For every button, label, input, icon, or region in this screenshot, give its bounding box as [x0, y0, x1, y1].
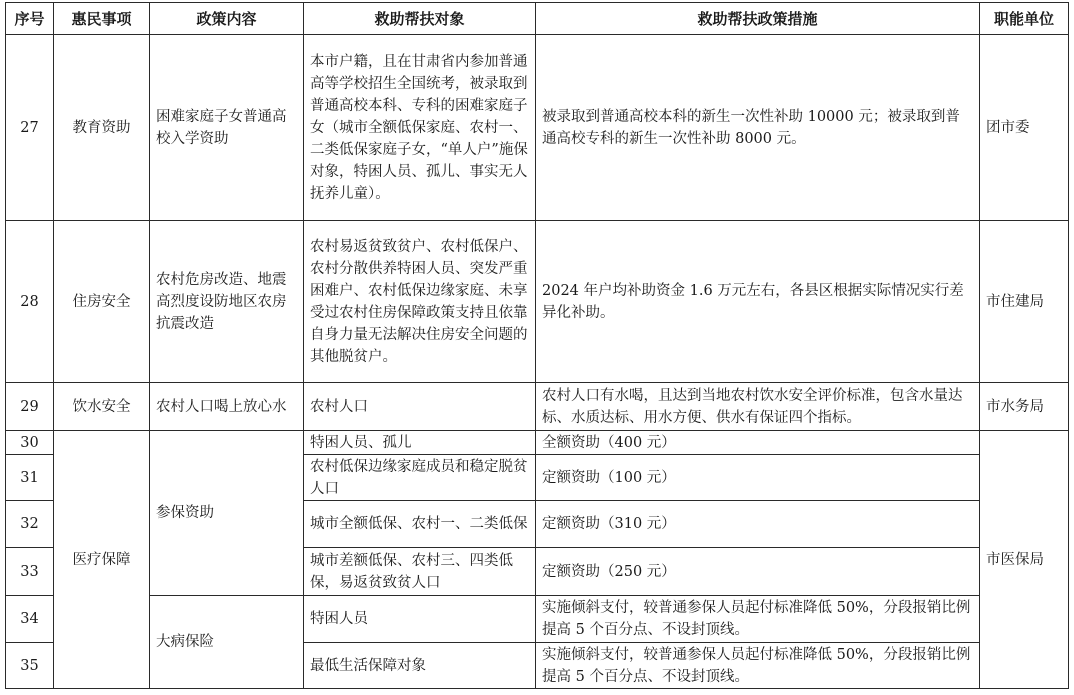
table-row — [6, 221, 1069, 383]
header-target: 救助帮扶对象 — [304, 3, 536, 35]
row-measure: 农村人口有水喝，且达到当地农村饮水安全评价标准，包含水量达标、水质达标、用水方便、供水有保证四个指标。 — [536, 383, 980, 431]
row-content: 农村危房改造、地震高烈度设防地区农房抗震改造 — [150, 221, 304, 383]
row-unit: 市医保局 — [980, 431, 1069, 689]
row-index: 28 — [6, 221, 54, 383]
row-target: 特困人员 — [304, 596, 536, 643]
table-row — [6, 596, 1069, 643]
header-matter: 惠民事项 — [54, 3, 150, 35]
header-content: 政策内容 — [150, 3, 304, 35]
row-target: 本市户籍，且在甘肃省内参加普通高等学校招生全国统考，被录取到普通高校本科、专科的困难家庭子女（城市全额低保家庭、农村一、二类低保家庭子女，“单人户”施保对象，特困人员、孤儿、事实无人抚养儿童）。 — [304, 35, 536, 221]
table-row — [6, 431, 1069, 455]
table-row — [6, 383, 1069, 431]
row-matter: 饮水安全 — [54, 383, 150, 431]
row-target: 最低生活保障对象 — [304, 643, 536, 689]
row-content: 大病保险 — [150, 596, 304, 689]
row-measure: 定额资助（250 元） — [536, 548, 980, 596]
row-unit: 团市委 — [980, 35, 1069, 221]
row-index: 29 — [6, 383, 54, 431]
header-row — [6, 3, 1069, 35]
row-target: 农村低保边缘家庭成员和稳定脱贫人口 — [304, 455, 536, 501]
row-unit: 市水务局 — [980, 383, 1069, 431]
row-content: 参保资助 — [150, 431, 304, 596]
row-measure: 被录取到普通高校本科的新生一次性补助 10000 元；被录取到普通高校专科的新生一次性补助 8000 元。 — [536, 35, 980, 221]
row-measure: 定额资助（310 元） — [536, 501, 980, 548]
row-target: 农村易返贫致贫户、农村低保户、农村分散供养特困人员、突发严重困难户、农村低保边缘家庭、未享受过农村住房保障政策支持且依靠自身力量无法解决住房安全问题的其他脱贫户。 — [304, 221, 536, 383]
row-measure: 定额资助（100 元） — [536, 455, 980, 501]
row-measure: 全额资助（400 元） — [536, 431, 980, 455]
row-target: 农村人口 — [304, 383, 536, 431]
row-index: 34 — [6, 596, 54, 643]
row-content: 农村人口喝上放心水 — [150, 383, 304, 431]
header-index: 序号 — [6, 3, 54, 35]
row-matter: 住房安全 — [54, 221, 150, 383]
row-index: 32 — [6, 501, 54, 548]
row-target: 特困人员、孤儿 — [304, 431, 536, 455]
row-measure: 实施倾斜支付，较普通参保人员起付标准降低 50%，分段报销比例提高 5 个百分点、不设封顶线。 — [536, 596, 980, 643]
policy-table — [5, 2, 1069, 689]
row-matter: 医疗保障 — [54, 431, 150, 689]
row-measure: 2024 年户均补助资金 1.6 万元左右，各县区根据实际情况实行差异化补助。 — [536, 221, 980, 383]
row-target: 城市差额低保、农村三、四类低保，易返贫致贫人口 — [304, 548, 536, 596]
row-index: 33 — [6, 548, 54, 596]
table-row — [6, 35, 1069, 221]
row-unit: 市住建局 — [980, 221, 1069, 383]
row-index: 27 — [6, 35, 54, 221]
row-index: 30 — [6, 431, 54, 455]
header-unit: 职能单位 — [980, 3, 1069, 35]
row-target: 城市全额低保、农村一、二类低保 — [304, 501, 536, 548]
row-index: 31 — [6, 455, 54, 501]
row-index: 35 — [6, 643, 54, 689]
row-matter: 教育资助 — [54, 35, 150, 221]
header-measure: 救助帮扶政策措施 — [536, 3, 980, 35]
row-measure: 实施倾斜支付，较普通参保人员起付标准降低 50%，分段报销比例提高 5 个百分点、不设封顶线。 — [536, 643, 980, 689]
row-content: 困难家庭子女普通高校入学资助 — [150, 35, 304, 221]
